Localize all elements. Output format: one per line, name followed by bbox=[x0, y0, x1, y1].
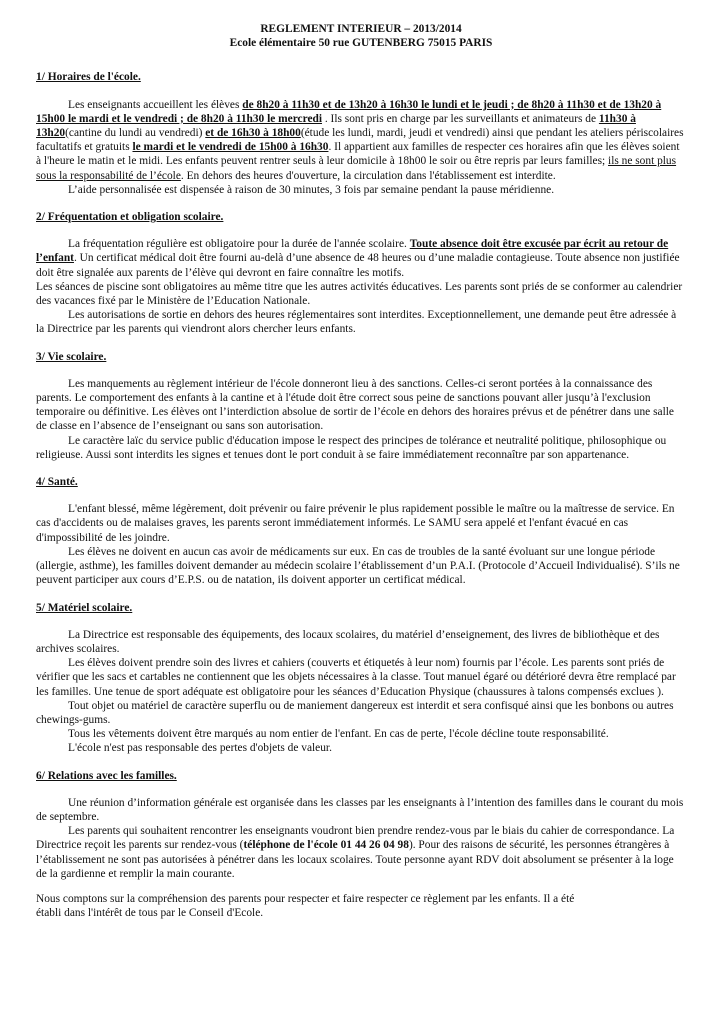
document-subtitle: Ecole élémentaire 50 rue GUTENBERG 75015 PARIS bbox=[229, 37, 493, 50]
section-1-title: 1/ Horaires de l'école. bbox=[36, 71, 141, 84]
section-3-paragraph-2: Le caractère laïc du service public d'éducation impose le respect des principes de tolérance et neutralité politique, philosophique ou religieuse. Aussi sont interdits les signes et tenues dont le port conduit à se faire immédiatement reconnaître par son appartenance. bbox=[36, 434, 667, 461]
section-6-title: 6/ Relations avec les familles. bbox=[36, 769, 177, 782]
section-2-paragraph-1: La fréquentation régulière est obligatoire pour la durée de l'année scolaire. Toute absence doit être excusée par écrit au retour de l’enfant. Un certificat médical doit être fourni au-delà d’une absence de 48 heures ou d’une maladie contagieuse. Toute absence non justifiée doit être signalée aux parents de l’élève qui devront en faire connaître les motifs. bbox=[36, 238, 680, 279]
closing-line-2: établi dans l'intérêt de tous par le Conseil d'Ecole. bbox=[36, 907, 264, 920]
section-4-paragraph-1: L'enfant blessé, même légèrement, doit prévenir ou faire prévenir le plus rapidement possible le maître ou la maîtresse de service. En cas d'accidents ou de malaises graves, les parents seront immédiatement informés. Le SAMU sera appelé et l'enfant évacué en cas d'impossibilité de les joindre. bbox=[36, 503, 675, 544]
section-4-paragraph-2: Les élèves ne doivent en aucun cas avoir de médicaments sur eux. En cas de troubles de la santé évoluant sur une longue période (allergie, asthme), les familles doivent demander au médecin scolaire l’établissement d’un P.A.I. (Protocole d’Accueil Individualisé). S’ils ne peuvent participer aux cours d’E.P.S. ou de natation, ils doivent apporter un certificat médical. bbox=[36, 545, 680, 587]
section-2-paragraph-2: Les séances de piscine sont obligatoires au même titre que les autres activités éducatives. Les parents sont priés de se conformer au calendrier des vacances fixé par le Ministère de l’Education Nationale. bbox=[36, 280, 683, 308]
section-6-paragraph-2: Les parents qui souhaitent rencontrer les enseignants voudront bien prendre rendez-vous par le biais du cahier de correspondance. La Directrice reçoit les parents sur rendez-vous (téléphone de l'école 01 44 26 04 98). Pour des raisons de sécurité, les personnes étrangères à l’établissement ne sont pas autorisées à pénétrer dans les locaux scolaires. Toute personne ayant RDV doit absolument se présenter à la loge de la gardienne et remplir la main courante. bbox=[36, 825, 675, 880]
section-5-paragraph-4: Tous les vêtements doivent être marqués au nom entier de l'enfant. En cas de perte, l'école décline toute responsabilité. bbox=[68, 728, 609, 741]
document-title: REGLEMENT INTERIEUR – 2013/2014 bbox=[260, 23, 462, 35]
section-5-paragraph-5: L'école n'est pas responsable des pertes d'objets de valeur. bbox=[68, 742, 332, 755]
document bbox=[36, 22, 686, 920]
section-2-title: 2/ Fréquentation et obligation scolaire. bbox=[36, 211, 224, 224]
section-5-paragraph-3: Tout objet ou matériel de caractère superflu ou de maniement dangereux est interdit et sera confisqué ainsi que les bonbons ou autres chewings-gums. bbox=[36, 699, 674, 726]
section-5-paragraph-2: Les élèves doivent prendre soin des livres et cahiers (couverts et étiquetés à leur nom) fournis par l’école. Les parents sont priés de vérifier que les sacs et cartables ne contiennent que les objets nécessaires à la classe. Tout manuel égaré ou détérioré devra être remplacé par les familles. Une tenue de sport adéquate est obligatoire pour les séances d’Education Physique (chaussures à talons compensés exclues ). bbox=[36, 657, 676, 698]
section-1-paragraph-2: L’aide personnalisée est dispensée à raison de 30 minutes, 3 fois par semaine pendant la pause méridienne. bbox=[68, 183, 555, 196]
section-5-title: 5/ Matériel scolaire. bbox=[36, 601, 133, 614]
section-6-paragraph-1: Une réunion d’information générale est organisée dans les classes par les enseignants à l’intention des familles dans le courant du mois de septembre. bbox=[36, 796, 684, 823]
section-5-paragraph-1: La Directrice est responsable des équipements, des locaux scolaires, du matériel d’enseignement, des livres de bibliothèque et des archives scolaires. bbox=[36, 628, 660, 655]
section-3-paragraph-1: Les manquements au règlement intérieur de l'école donneront lieu à des sanctions. Celles-ci seront portées à la connaissance des parents. Le comportement des enfants à la cantine et à l'étude doit être correct sous peine de sanctions pouvant aller jusqu’à l'exclusion temporaire ou définitive. Les élèves ont l’interdiction absolue de sortir de l’école en dehors des horaires prévus et de pénétrer dans une salle de classe en l’absence de l’enseignant ou sans son autorisation. bbox=[36, 377, 674, 433]
section-3-title: 3/ Vie scolaire. bbox=[36, 350, 107, 363]
section-4-title: 4/ Santé. bbox=[36, 476, 78, 489]
closing-line-1: Nous comptons sur la compréhension des parents pour respecter et faire respecter ce règlement par les enfants. Il a été bbox=[36, 892, 575, 905]
section-1-paragraph-1: Les enseignants accueillent les élèves de 8h20 à 11h30 et de 13h20 à 16h30 le lundi et le jeudi ; de 8h20 à 11h30 et de 13h20 à 15h00 le mardi et le vendredi ; de 8h20 à 11h30 le mercredi . Ils sont pris en charge par les surveillants et animateurs de 11h30 à 13h20(cantine du lundi au vendredi) et de 16h30 à 18h00(étude les lundi, mardi, jeudi et vendredi) ainsi que pendant les ateliers périscolaires facultatifs et gratuits le mardi et le vendredi de 15h00 à 16h30. Il appartient aux familles de respecter ces horaires afin que les élèves soient à l'heure le matin et le midi. Les enfants peuvent rentrer seuls à leur domicile à 18h00 le soir ou être repris par leurs familles; ils ne sont plus sous la responsabilité de l’école. En dehors des heures d'ouverture, la circulation dans l'établissement est interdite. bbox=[36, 98, 684, 182]
section-2-paragraph-3: Les autorisations de sortie en dehors des heures réglementaires sont interdites. Exceptionnellement, une demande peut être adressée à la Directrice par les parents qui viendront alors chercher leurs enfants. bbox=[36, 309, 677, 336]
